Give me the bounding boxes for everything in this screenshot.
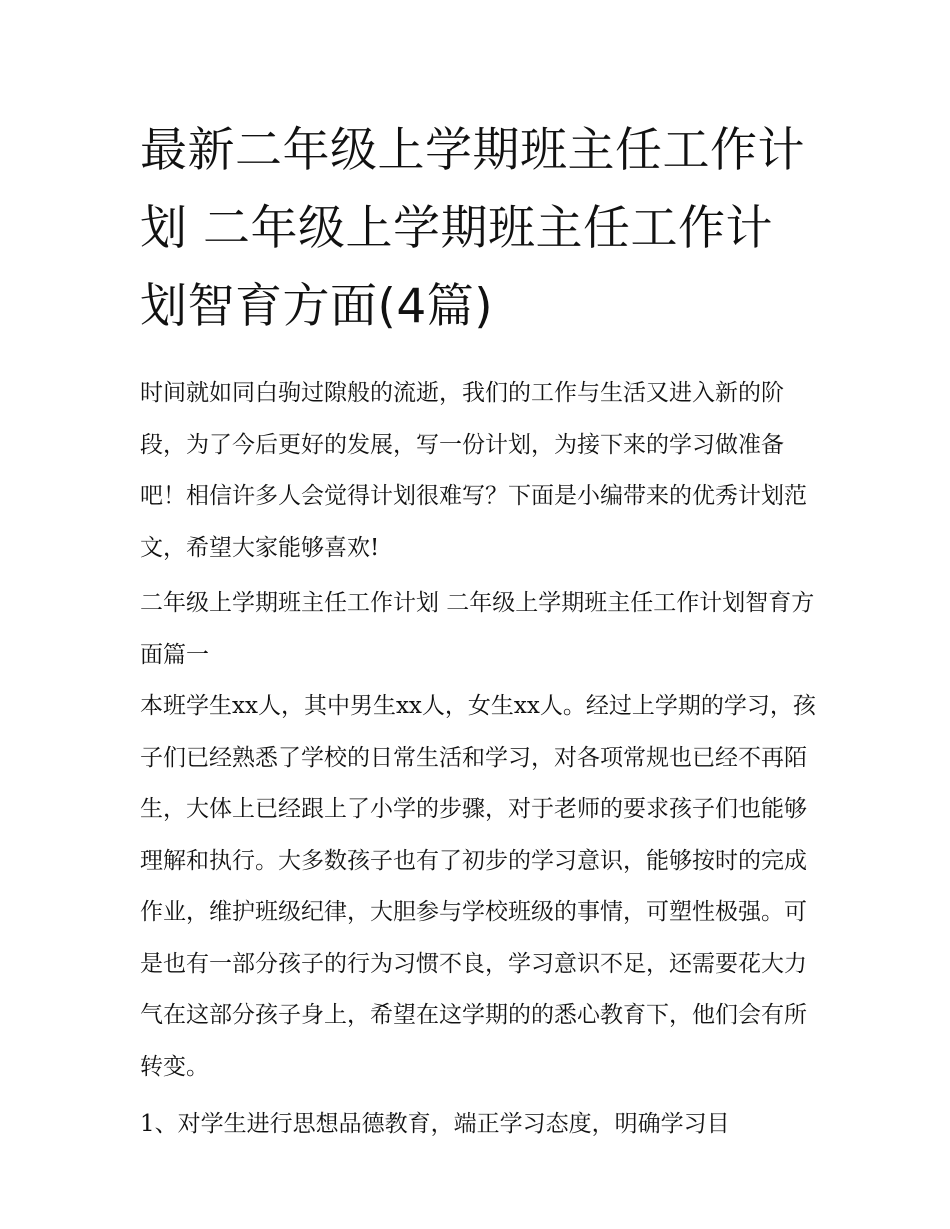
document-content (140, 112, 820, 1151)
intro-paragraph: 时间就如同白驹过隙般的流逝，我们的工作与生活又进入新的阶段，为了今后更好的发展，写一份计划，为接下来的学习做准备吧！相信许多人会觉得计划很难写？下面是小编带来的优秀计划范文，希望大家能够喜欢! (140, 380, 807, 561)
document-title: 最新二年级上学期班主任工作计划 二年级上学期班主任工作计划智育方面(4篇) (140, 123, 805, 334)
list-item: 1、对学生进行思想品德教育，端正学习态度，明确学习目 (140, 1111, 730, 1137)
section-heading: 二年级上学期班主任工作计划 二年级上学期班主任工作计划智育方面篇一 (140, 590, 815, 668)
body-paragraph: 本班学生xx人，其中男生xx人，女生xx人。经过上学期的学习，孩子们已经熟悉了学校的日常生活和学习，对各项常规也已经不再陌生，大体上已经跟上了小学的步骤，对于老师的要求孩子们也能够理解和执行。大多数孩子也有了初步的学习意识，能够按时的完成作业，维护班级纪律，大胆参与学校班级的事情，可塑性极强。可是也有一部分孩子的行为习惯不良，学习意识不足，还需要花大力气在这部分孩子身上，希望在这学期的的悉心教育下，他们会有所转变。 (140, 693, 816, 1080)
